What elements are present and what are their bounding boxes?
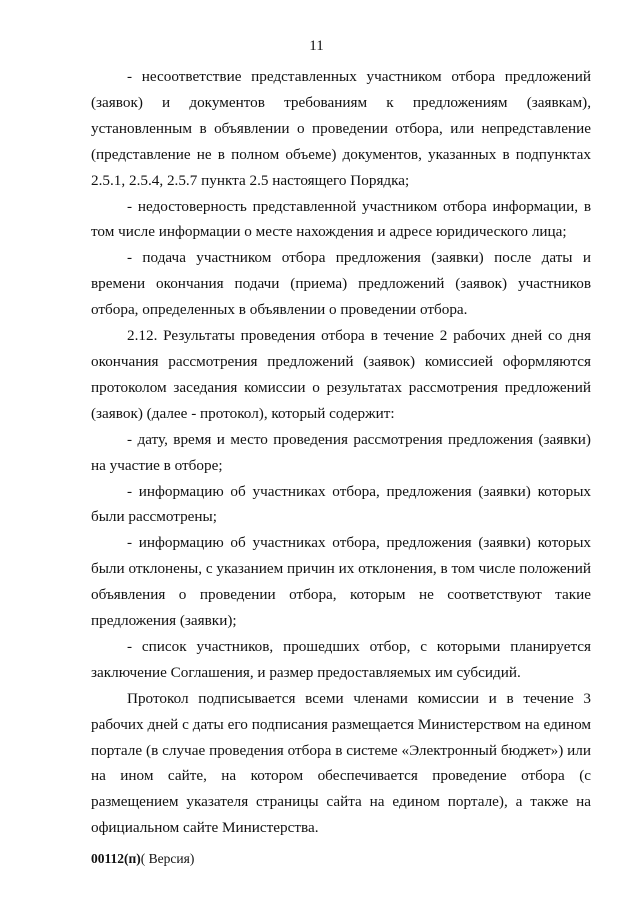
paragraph: - список участников, прошедших отбор, с которыми планируется заключение Соглашения, и размер предоставляемых им субсидий. bbox=[91, 637, 591, 681]
paragraph: - информацию об участниках отбора, предложения (заявки) которых были отклонены, с указанием причин их отклонения, в том числе положений объявления о проведении отбора, которым не соответствуют такие предложения (заявки); bbox=[91, 534, 591, 630]
document-body bbox=[91, 64, 591, 841]
paragraph: - несоответствие представленных участником отбора предложений (заявок) и документов требованиям к предложениям (заявкам), установленным в объявлении о проведении отбора, или непредставление (представление не в полном объеме) документов, указанных в подпунктах 2.5.1, 2.5.4, 2.5.7 пункта 2.5 настоящего Порядка; bbox=[91, 68, 591, 189]
footer-version: ( Версия) bbox=[140, 851, 195, 866]
paragraph: 2.12. Результаты проведения отбора в течение 2 рабочих дней со дня окончания рассмотрения предложений (заявок) комиссией оформляются протоколом заседания комиссии о результатах рассмотрения предложений (заявок) (далее - протокол), который содержит: bbox=[91, 327, 591, 422]
paragraph: - дату, время и место проведения рассмотрения предложения (заявки) на участие в отборе; bbox=[91, 430, 591, 474]
paragraph: - подача участником отбора предложения (заявки) после даты и времени окончания подачи (приема) предложений (заявок) участников отбора, определенных в объявлении о проведении отбора. bbox=[91, 249, 591, 319]
paragraph: - информацию об участниках отбора, предложения (заявки) которых были рассмотрены; bbox=[91, 482, 591, 526]
paragraph: - недостоверность представленной участником отбора информации, в том числе информации о месте нахождения и адресе юридического лица; bbox=[91, 197, 591, 241]
page-number: 11 bbox=[309, 38, 324, 54]
document-footer-code bbox=[91, 851, 194, 867]
footer-code: 00112(п) bbox=[91, 851, 141, 866]
paragraph: Протокол подписывается всеми членами комиссии и в течение 3 рабочих дней с даты его подписания размещается Министерством на едином портале (в случае проведения отбора в системе «Электронный бюджет») или на ином сайте, на котором обеспечивается проведение отбора (с размещением указателя страницы сайта на едином портале), а также на официальном сайте Министерства. bbox=[91, 689, 591, 837]
